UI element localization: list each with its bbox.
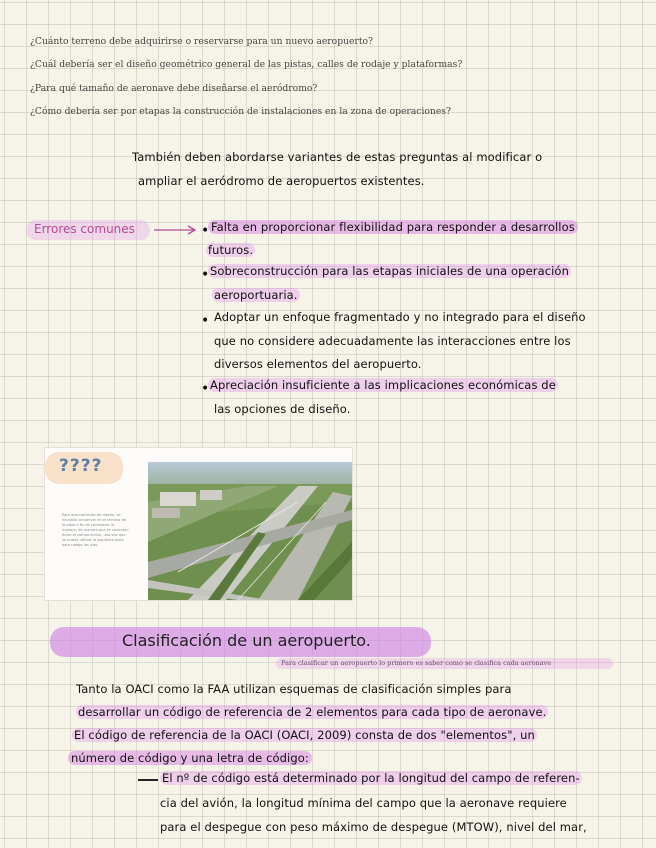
question-1: ¿Cuánto terreno debe adquirirse o reservarse para un nuevo aeropuerto?	[30, 36, 373, 47]
section-subnote: Para clasificar un aeropuerto lo primero es saber como se clasifica cada aeronave	[281, 659, 552, 667]
bullet-icon: •	[201, 313, 210, 329]
error-4-line-1: Apreciación insuficiente a las implicaciones económicas de	[210, 378, 556, 392]
image-card-caption: Para acercamiento de diseño, se necesita conservar en el terreno de la pista a fin de considerar la manera, de manera que se conecten entre el campo activo, una vez que se pueda utilizar la siguiente pista para rodaje las vías.	[62, 513, 129, 547]
body-line-7: para el despegue con peso máximo de despegue (MTOW), nivel del mar,	[160, 820, 587, 834]
question-2: ¿Cuál debería ser el diseño geométrico general de las pistas, calles de rodaje y plataformas?	[30, 59, 463, 70]
error-1-line-2: futuros.	[208, 243, 254, 257]
note-variants-line-1: También deben abordarse variantes de estas preguntas al modificar o	[132, 150, 543, 164]
question-3: ¿Para qué tamaño de aeronave debe diseñarse el aeródromo?	[30, 83, 318, 94]
image-card	[44, 447, 353, 601]
error-3-line-1: Adoptar un enfoque fragmentado y no integrado para el diseño	[214, 310, 586, 324]
body-line-3: El código de referencia de la OACI (OACI, 2009) consta de dos "elementos", un	[74, 728, 535, 742]
body-line-5: El nº de código está determinado por la longitud del campo de referen-	[162, 771, 580, 785]
error-3-line-2: que no considere adecuadamente las interacciones entre los	[214, 334, 571, 348]
bullet-icon: •	[201, 223, 210, 239]
error-2-line-2: aeroportuaria.	[214, 288, 298, 302]
section-title: Clasificación de un aeropuerto.	[122, 631, 371, 650]
bullet-icon: •	[201, 267, 210, 283]
bullet-icon: •	[201, 381, 210, 397]
error-2-line-1: Sobreconstrucción para las etapas iniciales de una operación	[210, 264, 569, 278]
dash-icon	[138, 779, 158, 781]
question-marks: ????	[59, 456, 103, 476]
body-line-4: número de código y una letra de código:	[68, 751, 312, 765]
error-1-line-1: Falta en proporcionar flexibilidad para responder a desarrollos	[208, 220, 578, 234]
error-4-line-2: las opciones de diseño.	[214, 402, 351, 416]
arrow-icon	[152, 224, 200, 236]
body-line-6: cia del avión, la longitud mínima del campo que la aeronave requiere	[160, 796, 567, 810]
body-line-2: desarrollar un código de referencia de 2 elementos para cada tipo de aeronave.	[78, 705, 547, 719]
body-line-1: Tanto la OACI como la FAA utilizan esquemas de clasificación simples para	[76, 682, 512, 696]
note-variants-line-2: ampliar el aeródromo de aeropuertos existentes.	[138, 174, 425, 188]
error-3-line-3: diversos elementos del aeropuerto.	[214, 357, 422, 371]
question-4: ¿Cómo debería ser por etapas la construcción de instalaciones en la zona de operaciones?	[30, 106, 451, 117]
airport-aerial-photo	[148, 462, 352, 600]
errors-label: Errores comunes	[34, 222, 135, 236]
